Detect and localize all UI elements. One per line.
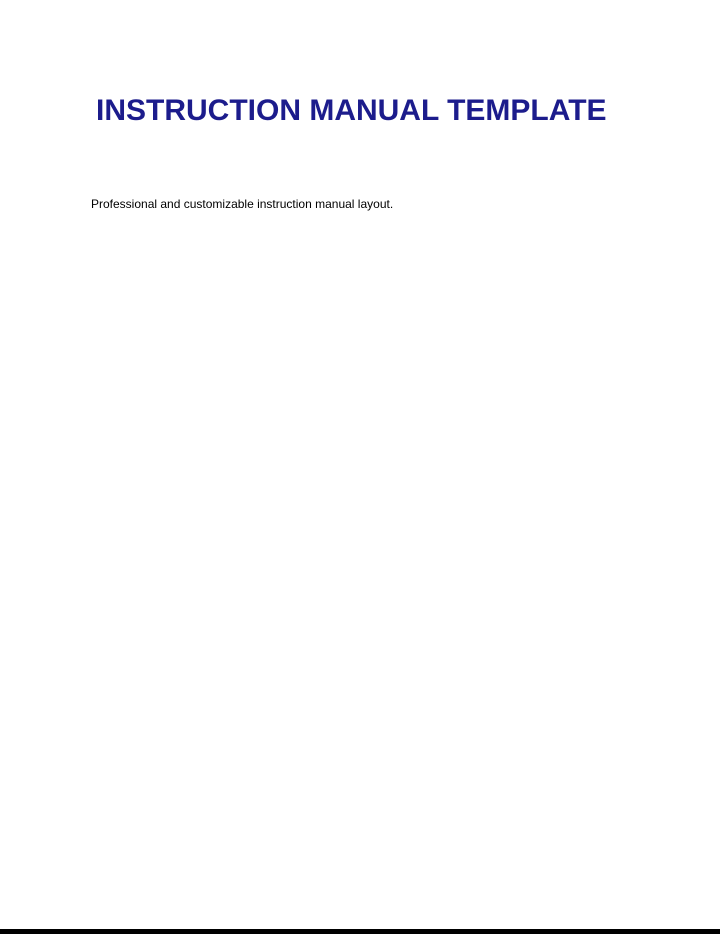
document-subtitle: Professional and customizable instruction manual layout.: [91, 197, 394, 211]
footer-rule: [0, 929, 720, 934]
document-title: INSTRUCTION MANUAL TEMPLATE: [96, 94, 607, 127]
